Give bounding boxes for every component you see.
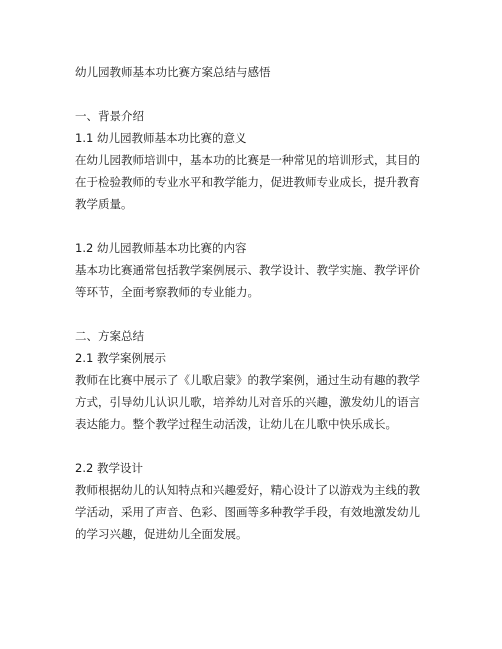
document-title: 幼儿园教师基本功比赛方案总结与感悟 (75, 65, 271, 79)
subsection-heading: 1.1 幼儿园教师基本功比赛的意义 (75, 131, 247, 145)
paragraph-line: 教师根据幼儿的认知特点和兴趣爱好，精心设计了以游戏为主线的教 (75, 483, 420, 497)
paragraph-line: 的学习兴趣，促进幼儿全面发展。 (75, 527, 248, 541)
subsection-heading: 1.2 幼儿园教师基本功比赛的内容 (75, 241, 247, 255)
paragraph-line: 教师在比赛中展示了《儿歌启蒙》的教学案例，通过生动有趣的教学 (75, 373, 420, 387)
paragraph-line: 在于检验教师的专业水平和教学能力，促进教师专业成长，提升教育 (75, 175, 420, 189)
paragraph-line: 表达能力。整个教学过程生动活泼，让幼儿在儿歌中快乐成长。 (75, 417, 397, 431)
section-heading: 二、方案总结 (75, 329, 144, 343)
section-heading: 一、背景介绍 (75, 109, 144, 123)
subsection-heading: 2.2 教学设计 (75, 461, 143, 475)
paragraph-line: 等环节，全面考察教师的专业能力。 (75, 285, 259, 299)
paragraph-line: 教学质量。 (75, 197, 133, 211)
paragraph-line: 在幼儿园教师培训中，基本功的比赛是一种常见的培训形式，其目的 (75, 153, 420, 167)
paragraph-line: 学活动，采用了声音、色彩、图画等多种教学手段，有效地激发幼儿 (75, 505, 420, 519)
subsection-heading: 2.1 教学案例展示 (75, 351, 166, 365)
paragraph-line: 方式，引导幼儿认识儿歌，培养幼儿对音乐的兴趣，激发幼儿的语言 (75, 395, 420, 409)
paragraph-line: 基本功比赛通常包括教学案例展示、教学设计、教学实施、教学评价 (75, 263, 420, 277)
